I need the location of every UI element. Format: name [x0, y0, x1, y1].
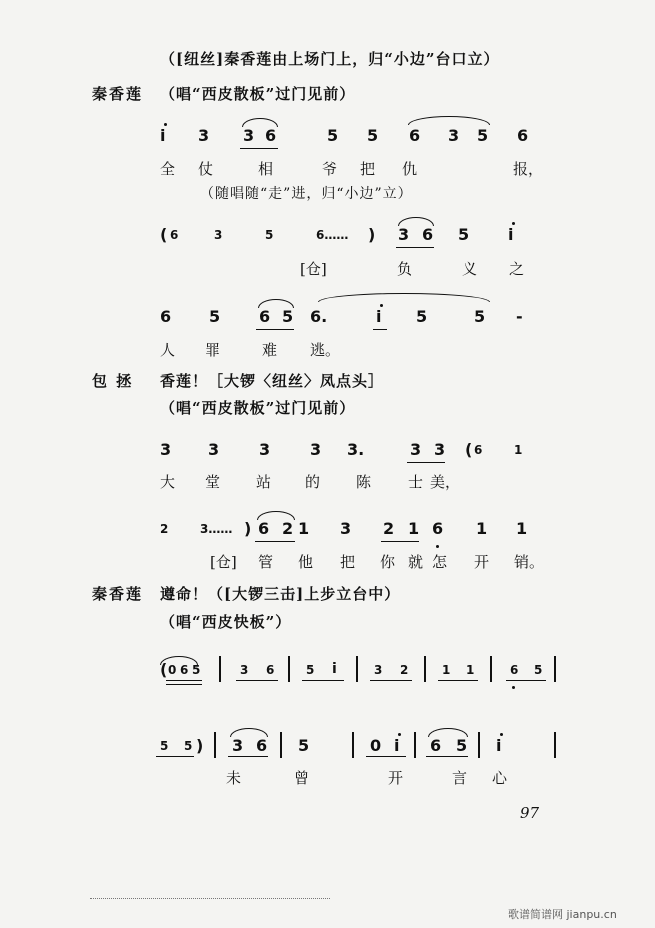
- note: i: [332, 661, 337, 677]
- note: 5: [265, 228, 274, 242]
- note: 5: [298, 736, 310, 755]
- lyric: 怎: [432, 553, 448, 571]
- note: 5: [306, 663, 315, 677]
- note: (: [160, 225, 168, 244]
- note: 6: [422, 225, 434, 244]
- note: 6: [474, 443, 483, 457]
- lyric-row-7: [0, 767, 655, 789]
- lyric: 人: [160, 341, 176, 359]
- lyric: 的: [305, 473, 321, 491]
- note: -: [516, 307, 523, 326]
- notation-row-4: [0, 440, 655, 464]
- note: 2: [282, 519, 294, 538]
- note: i: [160, 126, 166, 145]
- notation-row-7: [0, 736, 655, 760]
- note: 5: [209, 307, 221, 326]
- note: 3: [448, 126, 460, 145]
- lyric: 负: [397, 260, 413, 278]
- note: 2: [160, 522, 169, 536]
- note: 6: [160, 307, 172, 326]
- note: 1: [516, 519, 528, 538]
- note: 5: [474, 307, 486, 326]
- lyric: 堂: [205, 473, 221, 491]
- lyric: [仓]: [300, 260, 327, 278]
- lyric-row-4: [0, 471, 655, 493]
- lyric: 把: [360, 160, 376, 178]
- lyric: 仗: [198, 160, 214, 178]
- note: 3.: [347, 440, 365, 459]
- note: i: [376, 307, 382, 326]
- lyric: 义: [462, 260, 478, 278]
- note: 6: [265, 126, 277, 145]
- stage-direction-1: （[纽丝]秦香莲由上场门上，归“小边”台口立）: [160, 50, 500, 68]
- lyric: 把: [340, 553, 356, 571]
- lyric: 逃。: [310, 341, 341, 359]
- note: ): [244, 519, 252, 538]
- notation-row-6: [0, 660, 655, 684]
- note: 6: [180, 663, 189, 677]
- scan-artifact: [90, 898, 330, 899]
- note: 5: [327, 126, 339, 145]
- note: 6.: [310, 307, 328, 326]
- lyric: 报，: [513, 160, 544, 178]
- lyric: 仇: [402, 160, 418, 178]
- page-number: 97: [520, 804, 540, 822]
- note: 1: [514, 443, 523, 457]
- lyric: 管: [258, 553, 274, 571]
- lyric-row-3: [0, 339, 655, 361]
- note: 1: [298, 519, 310, 538]
- note: 5: [192, 663, 201, 677]
- note: 5: [456, 736, 468, 755]
- stage-direction-4: 香莲！［大锣〈纽丝〉凤点头］: [160, 372, 385, 390]
- note: 3: [434, 440, 446, 459]
- note: 3: [340, 519, 352, 538]
- note: 6: [517, 126, 529, 145]
- lyric: 曾: [294, 769, 310, 787]
- notation-row-1: [0, 126, 655, 150]
- note: 6: [258, 519, 270, 538]
- note: 3: [208, 440, 220, 459]
- note: 6: [510, 663, 519, 677]
- note: 5: [367, 126, 379, 145]
- note: 3: [410, 440, 422, 459]
- note: 6: [432, 519, 444, 538]
- watermark: 歌谱简谱网 jianpu.cn: [508, 908, 617, 921]
- lyric-row-1: [0, 158, 655, 180]
- lyric: 罪: [205, 341, 221, 359]
- notation-row-5: [0, 519, 655, 543]
- note: ): [196, 736, 204, 755]
- lyric: 之: [509, 260, 525, 278]
- role-bao-zheng: 包 拯: [92, 372, 134, 390]
- note: 1: [442, 663, 451, 677]
- note: 5: [282, 307, 294, 326]
- lyric: 大: [160, 473, 176, 491]
- lyric: 难: [262, 341, 278, 359]
- note: 6: [256, 736, 268, 755]
- lyric-row-5: [0, 551, 655, 573]
- lyric: 就: [408, 553, 424, 571]
- lyric: 美，: [430, 473, 461, 491]
- note: 1: [466, 663, 475, 677]
- note: 6: [266, 663, 275, 677]
- lyric: 相: [258, 160, 274, 178]
- note: 5: [458, 225, 470, 244]
- note: 3: [374, 663, 383, 677]
- note: 3: [198, 126, 210, 145]
- lyric: 你: [380, 553, 396, 571]
- lyric: 销。: [514, 553, 545, 571]
- note: 3: [232, 736, 244, 755]
- lyric: 陈: [356, 473, 372, 491]
- stage-direction-3: （随唱随“走”进，归“小边”立）: [200, 186, 413, 202]
- lyric: 他: [298, 553, 314, 571]
- note: (: [465, 440, 473, 459]
- note: 6: [409, 126, 421, 145]
- note: 5: [477, 126, 489, 145]
- note: i: [394, 736, 400, 755]
- note: 3: [310, 440, 322, 459]
- stage-direction-2: （唱“西皮散板”过门见前）: [160, 85, 356, 103]
- note: 6……: [316, 228, 349, 242]
- lyric: 开: [388, 769, 404, 787]
- role-qin-xianglian-2: 秦香莲: [92, 585, 144, 603]
- lyric: 爷: [322, 160, 338, 178]
- lyric: 言: [452, 769, 468, 787]
- note: 5: [534, 663, 543, 677]
- note: 3……: [200, 522, 233, 536]
- stage-direction-7: （唱“西皮快板”）: [160, 613, 292, 631]
- note: i: [496, 736, 502, 755]
- lyric-row-2: [0, 258, 655, 280]
- note: i: [508, 225, 514, 244]
- note: 3: [214, 228, 223, 242]
- note: 3: [160, 440, 172, 459]
- lyric: 士: [408, 473, 424, 491]
- notation-row-3: [0, 307, 655, 331]
- note: 6: [259, 307, 271, 326]
- role-qin-xianglian-1: 秦香莲: [92, 85, 144, 103]
- note: ): [368, 225, 376, 244]
- note: 5: [416, 307, 428, 326]
- lyric: 心: [492, 769, 508, 787]
- note: 1: [476, 519, 488, 538]
- note: 3: [398, 225, 410, 244]
- lyric: [仓]: [210, 553, 237, 571]
- note: 0: [168, 663, 177, 677]
- notation-row-2: [0, 225, 655, 249]
- note: 5: [184, 739, 193, 753]
- note: 5: [160, 739, 169, 753]
- stage-direction-5: （唱“西皮散板”过门见前）: [160, 399, 356, 417]
- stage-direction-6: 遵命！（[大锣三击]上步立台中）: [160, 585, 401, 603]
- note: 3: [243, 126, 255, 145]
- note: 6: [430, 736, 442, 755]
- lyric: 未: [226, 769, 242, 787]
- lyric: 站: [256, 473, 272, 491]
- note: 2: [383, 519, 395, 538]
- note: 0: [370, 736, 382, 755]
- note: 6: [170, 228, 179, 242]
- note: (: [160, 660, 168, 679]
- note: 2: [400, 663, 409, 677]
- note: 3: [240, 663, 249, 677]
- lyric: 全: [160, 160, 176, 178]
- lyric: 开: [474, 553, 490, 571]
- note: 3: [259, 440, 271, 459]
- note: 1: [408, 519, 420, 538]
